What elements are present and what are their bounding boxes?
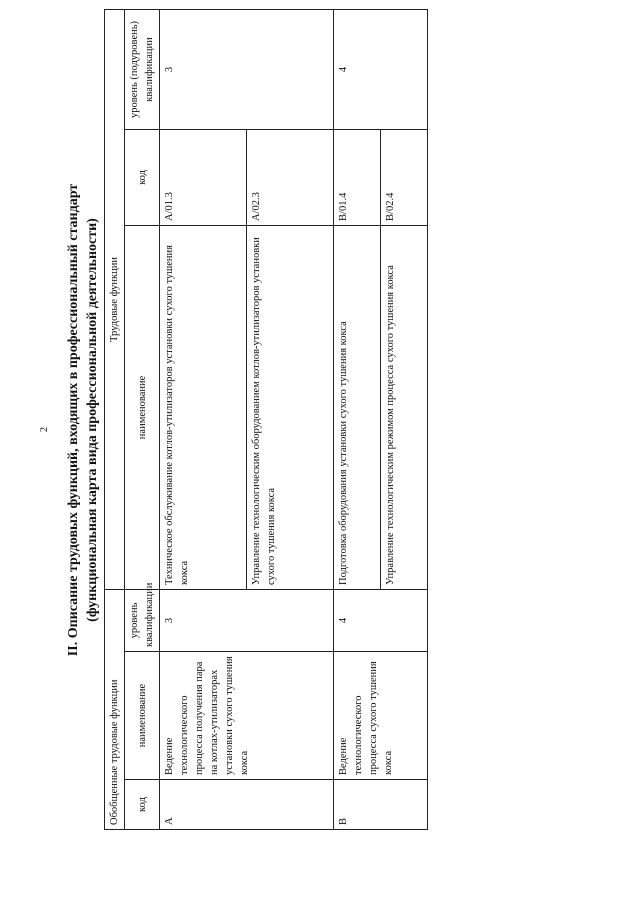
function-name-cell: Техническое обслуживание котлов-утилизаторов установки сухого тушения кокса [160,225,247,589]
header-name: наименование [125,652,160,780]
table-row [334,9,381,829]
functional-map-table [104,9,428,830]
gtf-code-cell: B [334,780,428,830]
header-code: код [125,780,160,830]
header-generalized-functions: Обобщенные трудовые функции [105,589,125,829]
header-labor-functions: Трудовые функции [105,9,125,589]
gtf-name-cell: Ведение технологического процесса получения пара на котлах-утилизаторах установки сухого тушения кокса [160,652,334,780]
header-function-name: наименование [125,225,160,589]
group-header-row [105,9,125,829]
table-row [160,9,247,829]
gtf-name-cell: Ведение технологического процесса сухого тушения кокса [334,652,428,780]
gtf-code-cell: A [160,780,334,830]
function-code-cell: B/02.4 [381,129,428,225]
function-name-cell: Управление технологическим режимом процесса сухого тушения кокса [381,225,428,589]
function-level-cell: 3 [160,9,334,129]
column-header-row [125,9,160,829]
header-function-level: уровень (подуровень) квалификации [125,9,160,129]
gtf-level-cell: 4 [334,589,428,651]
function-name-cell: Подготовка оборудования установки сухого тушения кокса [334,225,381,589]
section-title: II. Описание трудовых функций, входящих в профессиональный стандарт [66,183,81,657]
page-number: 2 [39,427,50,432]
function-name-cell: Управление технологическим оборудованием котлов-утилизаторов установки сухого тушения кокса [247,225,334,589]
function-code-cell: A/01.3 [160,129,247,225]
header-function-code: код [125,129,160,225]
function-level-cell: 4 [334,9,428,129]
rotated-content [66,10,586,830]
function-code-cell: A/02.3 [247,129,334,225]
header-level: уровень квалификации [125,589,160,651]
section-subtitle: (функциональная карта вида профессиональной деятельности) [85,218,100,622]
gtf-level-cell: 3 [160,589,334,651]
function-code-cell: B/01.4 [334,129,381,225]
